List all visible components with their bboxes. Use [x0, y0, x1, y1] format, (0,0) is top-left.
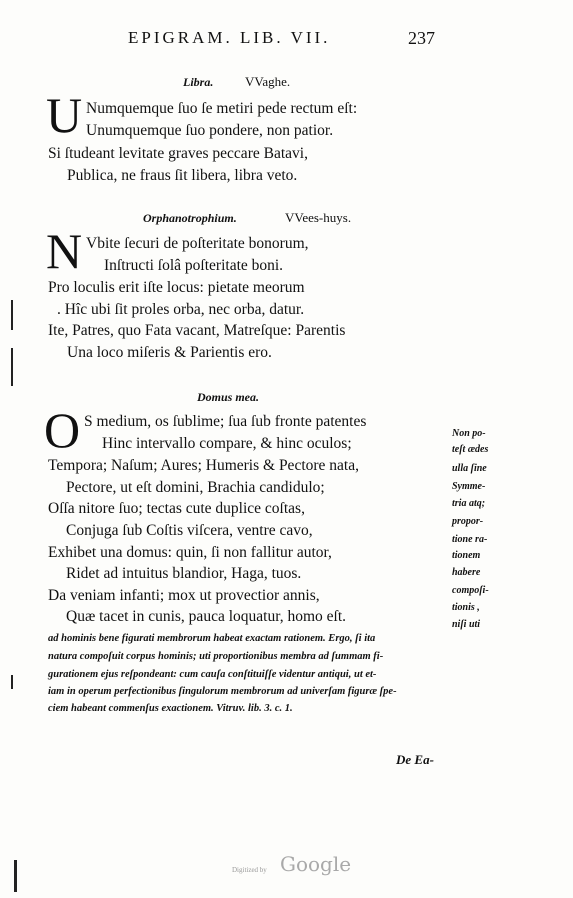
footnote-line: ciem habeant commenſus exactionem. Vitruv. lib. 3. c. 1. [48, 703, 293, 714]
verse-line: Hinc intervallo compare, & hinc oculos; [102, 435, 352, 452]
verse-line: Publica, ne fraus ſit libera, libra veto. [67, 167, 298, 184]
verse-line: Vbite ſecuri de poſteritate bonorum, [86, 235, 309, 252]
margin-note-line: tionis , [452, 602, 480, 613]
page-number: 237 [408, 28, 435, 48]
verse-line: Ite, Patres, quo Fata vacant, Matreſque: Parentis [48, 322, 346, 339]
poem-title-latin: Domus mea. [197, 390, 260, 404]
scan-edge-mark [11, 348, 13, 386]
footnote-line: iam in operum perfectionibus ſingulorum membrorum ad univerſam figuræ ſpe- [48, 686, 397, 697]
margin-note-line: propor- [452, 516, 484, 527]
catchword: De Ea- [396, 752, 434, 767]
verse-line: Tempora; Naſum; Aures; Humeris & Pectore nata, [48, 457, 359, 474]
verse-line: Conjuga ſub Coſtis viſcera, ventre cavo, [66, 522, 313, 539]
margin-note-line: ulla ſine [452, 463, 487, 474]
verse-line: S medium, os ſublime; ſua ſub fronte patentes [84, 413, 367, 430]
margin-note-line: tione ra- [452, 534, 488, 545]
margin-note-line: Non po- [452, 428, 486, 439]
verse-line: Numquemque ſuo ſe metiri pede rectum eſt: [86, 100, 358, 117]
running-header: EPIGRAM. LIB. VII. [128, 28, 331, 47]
footnote-line: natura compoſuit corpus hominis; uti proportionibus membra ad ſummam fi- [48, 651, 384, 662]
poem-title-vernacular: VVaghe. [245, 74, 291, 89]
verse-line: Da veniam infanti; mox ut provectior annis, [48, 587, 320, 604]
scan-edge-mark [11, 675, 13, 689]
verse-line: Inſtructi ſolâ poſteritate boni. [104, 257, 284, 274]
verse-line: Una loco miſeris & Parientis ero. [67, 344, 272, 361]
footnote-line: gurationem ejus reſpondeant: cum cauſa conſtituiſſe videntur antiqui, ut et- [48, 669, 377, 680]
verse-line: Unumquemque ſuo pondere, non patior. [86, 122, 334, 139]
verse-line: Si ſtudeant levitate graves peccare Batavi, [48, 145, 308, 162]
margin-note-line: compoſi- [452, 585, 489, 596]
verse-line: Oſſa nitore ſuo; tectas cute duplice coſtas, [48, 500, 305, 517]
watermark-brand: Google [280, 852, 352, 876]
margin-note-line: habere [452, 567, 481, 578]
verse-line: Pro loculis erit iſte locus: pietate meorum [48, 279, 305, 296]
margin-note-line: tionem [452, 550, 481, 561]
verse-line: Pectore, ut eſt domini, Brachia candidulo; [66, 479, 325, 496]
drop-cap: N [46, 223, 83, 279]
footnote-line: ad hominis bene figurati membrorum habeat exactam rationem. Ergo, ſi ita [48, 633, 376, 644]
verse-line: Quæ tacet in cunis, pauca loquatur, homo eſt. [66, 608, 347, 625]
watermark-prefix: Digitized by [232, 866, 267, 874]
verse-line: . Hîc ubi ſit proles orba, nec orba, datur. [57, 301, 305, 318]
drop-cap: O [44, 402, 81, 458]
poem-title-latin: Orphanotrophium. [143, 211, 237, 225]
margin-note-line: Symme- [452, 481, 486, 492]
poem-title-latin: Libra. [183, 75, 214, 89]
scan-edge-mark [11, 300, 13, 330]
margin-note-line: teſt ædes [452, 444, 489, 455]
verse-line: Ridet ad intuitus blandior, Haga, tuos. [66, 565, 302, 582]
margin-note-line: niſi uti [452, 619, 481, 630]
verse-line: Exhibet una domus: quin, ſi non fallitur autor, [48, 544, 332, 561]
drop-cap: U [46, 87, 83, 143]
margin-note-line: tria atq; [452, 498, 486, 509]
poem-title-vernacular: VVees-huys. [285, 210, 352, 225]
scan-edge-mark [14, 860, 17, 892]
